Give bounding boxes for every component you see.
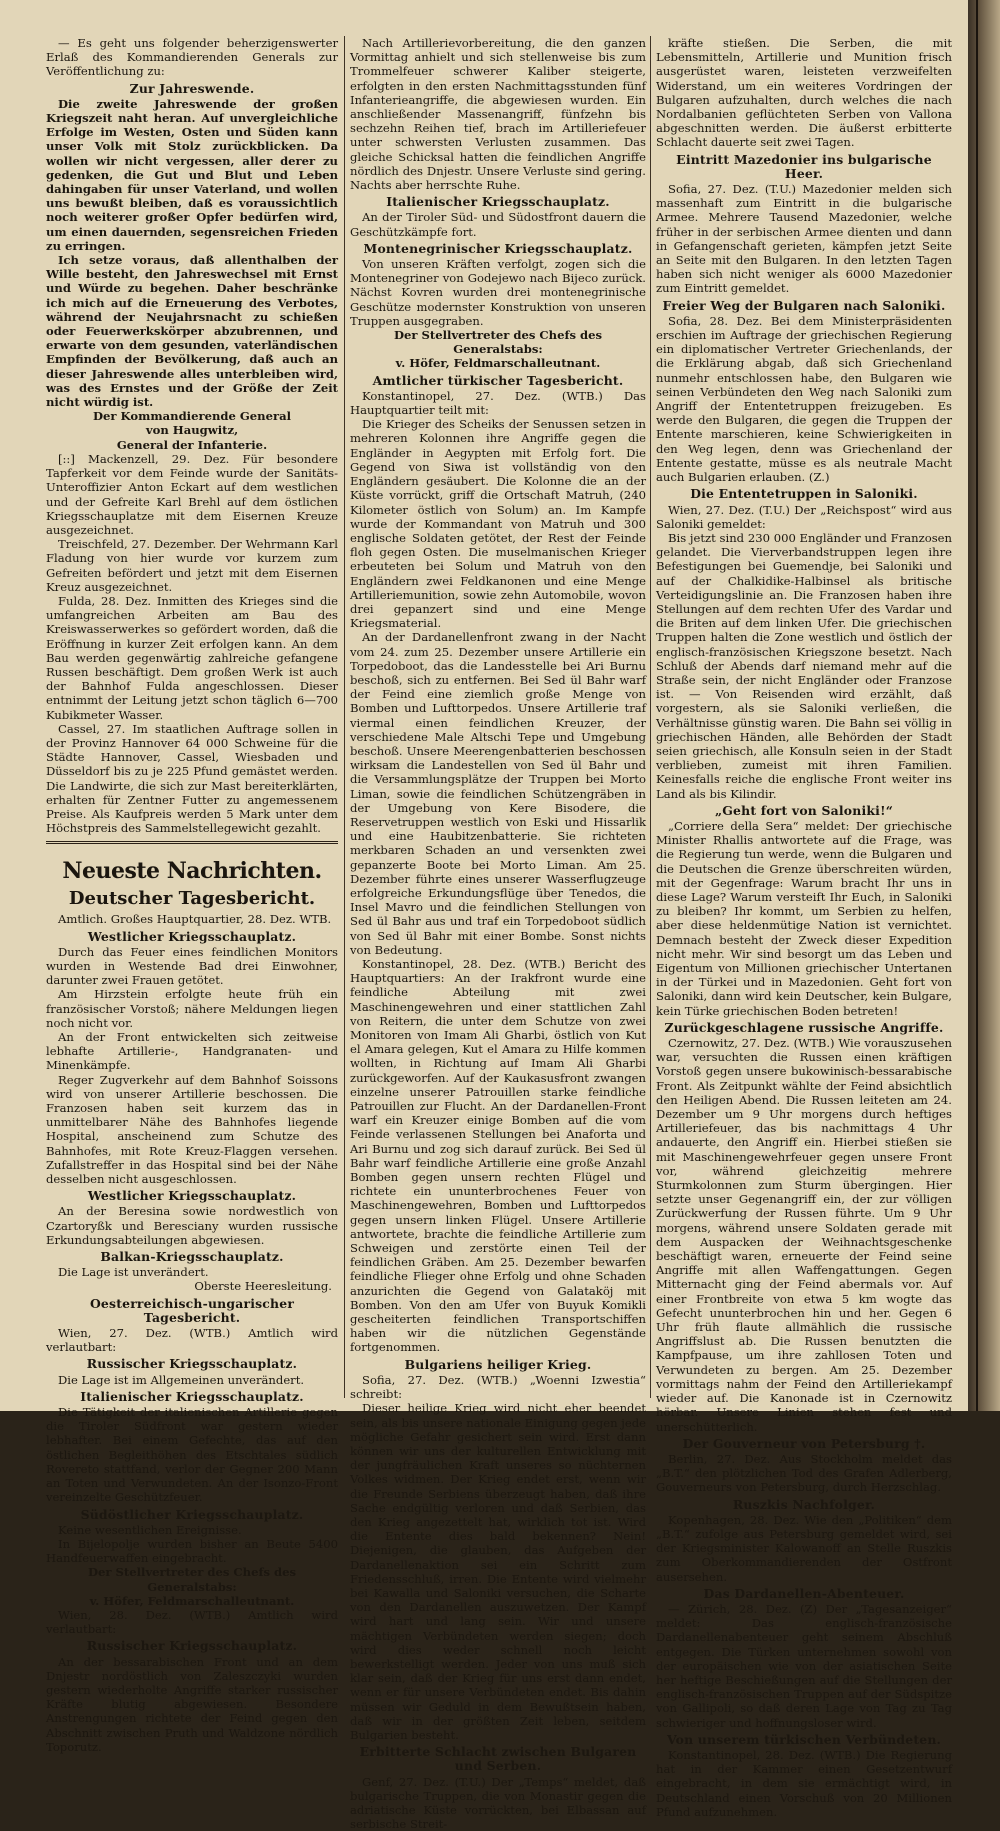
article-heading: Von unserem türkischen Verbündeten. <box>666 1731 942 1747</box>
report-paragraph: An der Tiroler Süd- und Südostfront dauern die Geschützkämpfe fort. <box>350 210 646 239</box>
local-news: Treischfeld, 27. Dezember. Der Wehrmann Karl Fladung von hier wurde vor kurzem zum Gefreiten befördert und jetzt mit dem Eisernen Kreuz ausgezeichnet. <box>46 537 338 594</box>
report-paragraph: Bis jetzt sind 230 000 Engländer und Franzosen gelandet. Die Vierverbandstruppen legen ihre Befestigungen bei Guemendje, bei Saloniki und auf der Chalkidike-Halbinsel als britische Verteidigungslinie an. Die Franzosen haben ihre Stellungen auf dem rechten Ufer des Vardar und die Briten auf dem linken Ufer. Die griechischen Truppen halten die Zone westlich und östlich der englisch-französischen Kriegszone besetzt. Nach Schluß der Abends darf niemand mehr auf die Straße sein, der nicht Engländer oder Franzose ist. — Von Reisenden wird erzählt, daß vorgestern, als sie Saloniki verließen, die Verhältnisse günstig waren. Die Bahn sei völlig in griechischen Händen, alle Behörden der Stadt seien griechisch, alle Konsuln seien in der Stadt verblieben, zumeist mit ihren Familien. Keinesfalls reiche die englische Front weiter ins Land als bis Kilindir. <box>656 530 952 801</box>
article-heading: Ruszkis Nachfolger. <box>732 1496 876 1512</box>
report-title: Deutscher Tagesbericht. <box>68 888 316 910</box>
article-heading: Der Gouverneur von Petersburg †. <box>682 1435 926 1451</box>
column-2 <box>350 36 646 1831</box>
article-heading: Erbitterte Schlacht zwischen Bulgaren und Serben. <box>359 1744 637 1774</box>
column-rule <box>344 36 345 1398</box>
section-heading: Balkan-Kriegsschauplatz. <box>100 1249 284 1265</box>
report-paragraph: Von unseren Kräften verfolgt, zogen sich die Montenegriner von Godejewo nach Bijeco zurück. Nächst Kovren wurden drei montenegrinische Geschütze modernster Konstruktion von unseren Truppen ausgegraben. <box>350 257 646 328</box>
report-dateline: Amtlich. Großes Hauptquartier, 28. Dez. WTB. <box>58 912 332 927</box>
signature-line: von Haugwitz, <box>145 423 239 438</box>
report-paragraph: Durch das Feuer eines feindlichen Monitors wurden in Westende Bad drei Einwohner, darunter zwei Frauen getötet. <box>46 944 338 988</box>
article-heading: „Geht fort von Saloniki!“ <box>714 802 894 818</box>
report-paragraph: Die Lage ist unverändert. <box>58 1265 209 1280</box>
report-paragraph: An der Dardanellenfront zwang in der Nacht vom 24. zum 25. Dezember unsere Artillerie ein Torpedoboot, das die Landesstelle bei Ari Burnu beschoß, sich zu entfernen. Bei Sed ül Bahr warf der Feind eine ziemlich große Menge von Bomben und Lufttorpedos. Unsere Artillerie traf viermal einen feindlichen Kreuzer, der verschiedene Male Altschi Tepe und Umgebung beschoß. Unsere Meerengenbatterien beschossen wirksam die Landestellen von Sed ül Bahr und die Versammlungsplätze der Truppen bei Morto Liman, sowie die feindlichen Schützengräben in der Umgebung von Kere Bisodere, die Reservetruppen westlich von Eski und Hissarlik und eine Haubitzenbatterie. Sie richteten merkbaren Schaden an und versenkten zwei gepanzerte Boote bei Morto Liman. Am 25. Dezember führte eines unserer Wasserflugzeuge erfolgreiche Erkundungsflüge über Tenedos, die Insel Mavro und die feindlichen Stellungen von Sed ül Bahr aus und traf ein Torpedoboot südlich von Sed ül Bahr mit einer Bombe. Sonst nichts von Bedeutung. <box>350 630 646 957</box>
report-paragraph: Am Hirzstein erfolgte heute früh ein französischer Vorstoß; nähere Meldungen liegen noch nicht vor. <box>46 987 338 1030</box>
signature-line: General der Infanterie. <box>116 437 268 452</box>
column-3 <box>656 36 952 1819</box>
report-title: Oesterreichisch-ungarischer Tagesbericht. <box>89 1295 295 1325</box>
section-heading: Italienischer Kriegsschauplatz. <box>80 1388 304 1404</box>
report-paragraph: An der Front entwickelten sich zeitweise lebhafte Artillerie-, Handgranaten- und Minenkämpfe. <box>46 1030 338 1073</box>
section-heading: Westlicher Kriegsschauplatz. <box>87 928 297 944</box>
local-news: Fulda, 28. Dez. Inmitten des Krieges sind die umfangreichen Arbeiten am Bau des Kreiswasserwerkes so gefördert worden, daß die Eröffnung in kurzer Zeit erfolgen kann. An dem Bau werden gegenwärtig zahlreiche gefangene Russen beschäftigt. Dem großen Werk ist auch der Bahnhof Fulda angeschlossen. Dieser entnimmt der Leitung jetzt schon täglich 6—700 Kubikmeter Wasser. <box>46 593 338 722</box>
report-dateline: Wien, 27. Dez. (WTB.) Amtlich wird verlautbart: <box>46 1326 338 1355</box>
report-paragraph: Die Krieger des Scheiks der Senussen setzen in mehreren Kolonnen ihre Angriffe gegen die Engländer in Aegypten mit Erfolg fort. Die Gegend von Siwa ist vollständig von den Engländern gesäubert. Die Kolonne die an der Küste vorrückt, griff die Ortschaft Matruh, (240 Kilometer östlich von Solum) an. Im Kampfe wurde der Kommandant von Matruh und 300 englische Soldaten getötet, der Rest der Feinde floh gegen Osten. Die muselmanischen Krieger erbeuteten bei Solum und Matruh von den Engländern zwei Feldkanonen und eine Menge Artilleriemunition, sowie zehn Automobile, wovon drei gepanzert sind und eine Menge Kriegsmaterial. <box>350 417 646 631</box>
report-paragraph: Dieser heilige Krieg wird nicht eher beendet sein, als bis unsere nationale Einigung gegen jede mögliche Gefahr gesichert sein wird. Erst dann können wir uns der kulturellen Entwicklung mit der jungfräulichen Kraft unseres so nüchternen Volkes widmen. Der Krieg endet erst, wenn wir die Freunde Serbiens überzeugt haben, daß ihre Sache endgültig verloren und daß Serbien, das den Krieg angezettelt hat, wirklich tot ist. Wird die Entente dies bald bekennen? Nein! Diejenigen, die glauben, das Aufgeben der Dardanellenaktion sei ein Schritt zum Friedensschluß, irren. Die Entente wird vielmehr bei Kawalla und Saloniki versuchen, die Scharte von den Dardanellen auszuwetzen. Der Kampf wird hart und lang sein. Wir und unsere mächtigen Verbündeten werden siegen; doch wird dies weder schnell noch leicht bewerkstelligt werden. Jeder von uns muß sich klar sein, daß der Krieg für uns erst dann endet, wenn er für unsere Verbündeten endet. Bis dahin müssen wir Geduld in dem Bewußtsein haben, daß wir in der größten Zeit leben, seitdem Bulgarien besteht. <box>350 1401 646 1742</box>
report-title: Amtlicher türkischer Tagesbericht. <box>372 372 624 388</box>
article-heading: Eintritt Mazedonier ins bulgarische Heer. <box>676 151 932 181</box>
report-paragraph: In Bijelopolje wurden bisher an Beute 5400 Handfeuerwaffen eingebracht. <box>46 1536 338 1566</box>
report-paragraph: Czernowitz, 27. Dez. (WTB.) Wie vorauszusehen war, versuchten die Russen einen kräftigen Vorstoß gegen unsere bukowinisch-bessarabische Front. Als Zeitpunkt wählte der Feind absichtlich den Heiligen Abend. Die Russen leiteten am 24. Dezember um 9 Uhr morgens durch heftiges Artilleriefeuer, das bis nachmittags 4 Uhr andauerte, den Angriff ein. Hierbei stießen sie mit Maschinengewehrfeuer gegen unsere Front vor, während gleichzeitig mehrere Sturmkolonnen zum Sturm übergingen. Hier setzte unser Gegenangriff ein, der zur völligen Zurückwerfung der Russen führte. Um 9 Uhr morgens, während unsere Soldaten gerade mit dem Auspacken der Weihnachtsgeschenke beschäftigt waren, erneuerte der Feind seine Angriffe mit allen Waffengattungen. Gegen Mitternacht ging der Feind abermals vor. Auf einer Frontbreite von etwa 5 km wogte das Gefecht ununterbrochen hin und her. Gegen 6 Uhr früh flaute allmählich die russische Angriffslust ab. Die Russen benutzten die Kampfpause, um ihre zahllosen Toten und Verwundeten zu bergen. Am 25. Dezember vormittags nahm der Feind den Artilleriekampf wieder auf. Die Kanonade ist in Czernowitz hörbar. Unsere Linien stehen fest und unerschütterlich. <box>656 1036 952 1434</box>
report-paragraph: Genf, 27. Dez. (T.U.) Der „Temps“ meldet, daß bulgarische Truppen, die von Monastir gegen die adriatische Küste vorrückten, bei Elbassan auf serbische Streit- <box>350 1774 646 1831</box>
section-heading: Italienischer Kriegsschauplatz. <box>386 194 610 210</box>
report-paragraph: Sofia, 27. Dez. (T.U.) Mazedonier melden sich massenhaft zum Eintritt in die bulgarische Armee. Mehrere Tausend Mazedonier, welche früher in der serbischen Armee dienten und dann in Gefangenschaft gerieten, kämpfen jetzt Seite an Seite mit den Bulgaren. In den letzten Tagen haben sich nicht weniger als 6000 Mazedonier zum Eintritt gemeldet. <box>656 182 952 296</box>
report-paragraph: kräfte stießen. Die Serben, die mit Lebensmitteln, Artillerie und Munition frisch ausgerüstet waren, leisteten verzweifelten Widerstand, um ein weiteres Vordringen der Bulgaren aufzuhalten, durch welches die nach Nordalbanien geflüchteten Serben von Vallona abgeschnitten werden. Die äußerst erbitterte Schlacht dauerte seit zwei Tagen. <box>656 36 952 150</box>
article-heading: Freier Weg der Bulgaren nach Saloniki. <box>662 297 946 313</box>
report-paragraph: Keine wesentlichen Ereignisse. <box>58 1522 242 1537</box>
report-paragraph: Nach Artillerievorbereitung, die den ganzen Vormittag anhielt und sich stellenweise bis zum Trommelfeuer schwerer Kaliber steigerte, erfolgten in den ersten Nachmittagsstunden fünf Infanterieangriffe, die abgewiesen wurden. Ein anschließender Massenangriff, fünfzehn bis sechzehn Reihen tief, brach im Artilleriefeuer unter schwersten Verlusten zusammen. Das gleiche Schicksal hatten die feindlichen Angriffe nördlich des Dnjestr. Unsere Verluste sind gering. Nachts aber herrschte Ruhe. <box>350 36 646 193</box>
report-paragraph: An der bessarabischen Front und an dem Dnjestr nordöstlich von Zaleszczyki wurden gestern wiederholte Angriffe starker russischer Kräfte blutig abgewiesen. Besondere Anstrengungen richtete der Feind gegen den Abschnitt zwischen Pruth und Waldzone nördlich Toporutz. <box>46 1654 338 1754</box>
report-paragraph: Berlin, 27. Dez. Aus Stockholm meldet das „B.T.“ den plötzlichen Tod des Grafen Adlerberg, Gouverneurs von Petersburg, durch Herzschlag. <box>656 1451 952 1495</box>
signature-line: Oberste Heeresleitung. <box>194 1279 332 1294</box>
decree-paragraph: Die zweite Jahreswende der großen Kriegszeit naht heran. Auf unvergleichliche Erfolge im Westen, Osten und Süden kann unser Volk mit Stolz zurückblicken. Da wollen wir nicht vergessen, aller derer zu gedenken, die Gut und Blut und Leben dahingaben für unser Vaterland, und wollen uns bewußt bleiben, daß es voraussichtlich noch weiterer großer Opfer bedürfen wird, um einen dauernden, segensreichen Frieden zu erringen. <box>46 96 338 253</box>
section-heading: Südöstlicher Kriegsschauplatz. <box>80 1506 304 1522</box>
report-paragraph: An der Beresina sowie nordwestlich von Czartoryßk und Beresciany wurden russische Erkundungsabteilungen abgewiesen. <box>46 1204 338 1247</box>
section-masthead: Neueste Nachrichten. <box>62 858 322 885</box>
article-heading: Zurückgeschlagene russische Angriffe. <box>664 1019 944 1035</box>
section-heading: Russischer Kriegsschauplatz. <box>86 1356 298 1372</box>
column-rule <box>650 36 651 1398</box>
article-heading: Das Dardanellen-Abenteuer. <box>703 1585 905 1601</box>
section-divider <box>46 841 338 844</box>
report-paragraph: Konstantinopel, 28. Dez. (WTB.) Die Regierung hat in der Kammer einen Gesetzentwurf eingebracht, in dem sie ermächtigt wird, in Deutschland einen Vorschuß von 20 Millionen Pfund aufzunehmen. <box>656 1747 952 1819</box>
signature-line: v. Höfer, Feldmarschalleutnant. <box>395 356 601 371</box>
report-paragraph: Die Lage ist im Allgemeinen unverändert. <box>58 1372 305 1387</box>
decree-paragraph: Ich setze voraus, daß allenthalben der Wille besteht, den Jahreswechsel mit Ernst und Würde zu begehen. Daher beschränke ich mich auf die Erneuerung des Verbotes, während der Neujahrsnacht zu schießen oder Feuerwerkskörper abzubrennen, und erwarte von dem gesunden, vaterländischen Empfinden der Bevölkerung, daß auch an dieser Jahreswende alles unterbleiben wird, was des Ernstes und der Größe der Zeit nicht würdig ist. <box>46 253 338 410</box>
article-heading: Zur Jahreswende. <box>129 80 255 96</box>
report-paragraph: Die Tätigkeit der italienischen Artillerie gegen die Tiroler Südfront war gestern wieder lebhafter. Bei einem Gefechte, das auf den östlichen Begleithöhen des Etschtales südlich Rovereto stattfand, verlor der Gegner 200 Mann an Toten und Verwundeten. An der Isonzo-Front vereinzelte Geschützfeuer. <box>46 1405 338 1505</box>
local-news: Cassel, 27. Im staatlichen Auftrage sollen in der Provinz Hannover 64 000 Schweine für die Städte Hannover, Cassel, Wiesbaden und Düsseldorf bis zu je 225 Pfund gemästet werden. Die Landwirte, die sich zur Mast bereiterklärten, erhalten für Zentner Futter zu angemessenem Preise. Als Kaufpreis werden 5 Mark unter dem Höchstpreis des Sammelstellegewicht gezahlt. <box>46 721 338 836</box>
report-dateline: Wien, 28. Dez. (WTB.) Amtlich wird verlautbart: <box>46 1607 338 1637</box>
report-paragraph: Sofia, 28. Dez. Bei dem Ministerpräsidenten erschien im Auftrage der griechischen Regierung ein diplomatischer Vertreter Griechenlands, der die Erklärung abgab, daß sich Griechenland nunmehr entschlossen habe, den Bulgaren wie seinen Verbündeten den Weg nach Saloniki zum Angriff der Ententetruppen freizugeben. Es werde den Bulgaren, die gegen die Truppen der Entente marschieren, keine Schwierigkeiten in den Weg legen, denn was Griechenland der Entente gestatte, müsse es als neutrale Macht auch Bulgarien erlauben. (Z.) <box>656 313 952 485</box>
report-paragraph: Kopenhagen, 28. Dez. Wie den „Politiken“ dem „B.T.“ zufolge aus Petersburg gemeldet wird, sei der Kriegsminister Kalowanoff an Stelle Ruszkis zum Oberkommandierenden der Ostfront ausersehen. <box>656 1512 952 1584</box>
adjacent-page-edge <box>968 0 1000 1411</box>
binding-fold <box>976 0 978 1411</box>
signature-line: Der Kommandierende General <box>92 409 292 424</box>
signature-line: Der Stellvertreter des Chefs des Generalstabs: <box>393 328 603 357</box>
report-paragraph: „Corriere della Sera“ meldet: Der griechische Minister Rhallis antwortete auf die Frage, was die Regierung tun werde, wenn die Bulgaren und die Deutschen die Grenze überschreiten würden, mit der Gegenfrage: Warum bracht Ihr uns in diese Lage? Warum versteift Ihr Euch, in Saloniki zu bleiben? Ihr kommt, um Serbien zu helfen, aber diese heldenmütige Nation ist vernichtet. Demnach besteht der Zweck dieser Expedition nicht mehr. Wir sind besorgt um das Leben und Eigentum von Millionen griechischer Untertanen in der Türkei und in Mazedonien. Geht fort von Saloniki, dann wird kein Deutscher, kein Bulgare, kein Türke griechischen Boden betreten! <box>656 818 952 1018</box>
report-dateline: Wien, 27. Dez. (T.U.) Der „Reichspost“ wird aus Saloniki gemeldet: <box>656 502 952 531</box>
article-heading: Bulgariens heiliger Krieg. <box>404 1356 592 1372</box>
report-dateline: Konstantinopel, 27. Dez. (WTB.) Das Hauptquartier teilt mit: <box>350 388 646 418</box>
signature-line: v. Höfer, Feldmarschalleutnant. <box>89 1593 295 1608</box>
report-paragraph: — Zürich, 28. Dez. (Z) Der „Tagesanzeiger“ meldet: Das englisch-französische Dardanellenabenteuer geht seinem Abschluß entgegen. Die Türken unternehmen sowohl von der europäischen wie von der asiatischen Seite her heftige Beschießungen auf die Stellungen der englisch-französischen Truppen auf der Südspitze von Gallipoli, so daß deren Lage von Tag zu Tag schwieriger und hoffnungsloser wird. <box>656 1601 952 1730</box>
column-1 <box>46 36 338 1754</box>
signature-line: Der Stellvertreter des Chefs des Generalstabs: <box>87 1565 297 1594</box>
report-dateline: Sofia, 27. Dez. (WTB.) „Woenni Izwestia“ schreibt: <box>350 1372 646 1402</box>
section-heading: Montenegrinischer Kriegsschauplatz. <box>363 240 633 256</box>
local-news: [::] Mackenzell, 29. Dez. Für besondere Tapferkeit vor dem Feinde wurde der Sanitäts-Unteroffizier Anton Eckart auf dem westlichen und der Gefreite Karl Brehl auf dem östlichen Kriegsschauplatze mit dem Eisernen Kreuze ausgezeichnet. <box>46 451 338 537</box>
article-heading: Die Ententetruppen in Saloniki. <box>690 486 918 502</box>
report-paragraph: Reger Zugverkehr auf dem Bahnhof Soissons wird von unserer Artillerie beschossen. Die Franzosen haben seit kurzem das in unmittelbarer Nähe des Bahnhofes liegende Hospital, anscheinend zum Schutze des Bahnhofes, mit Rote Kreuz-Flaggen versehen. Zufallstreffer in das Hospital sind bei der Nähe desselben nicht ausgeschlossen. <box>46 1072 338 1187</box>
section-heading: Westlicher Kriegsschauplatz. <box>87 1188 297 1204</box>
report-paragraph: Konstantinopel, 28. Dez. (WTB.) Bericht des Hauptquartiers: An der Irakfront wurde eine feindliche Abteilung mit zwei Maschinengewehren und einer stattlichen Zahl von Reitern, die unter dem Schutze von zwei Monitoren von Imam Ali Gharbi, östlich von Kut el Amara gelegen, Kut el Amara zu Hilfe kommen wollten, in Richtung auf Imam Ali Gharbi zurückgeworfen. Auf der Kaukasusfront zwangen einzelne unserer Patrouillen starke feindliche Patrouillen zur Flucht. An der Dardanellen-Front warf ein Kreuzer einige Bomben auf die vom Feinde verlassenen Stellungen bei Anaforta und Ari Burnu und zog sich darauf zurück. Bei Sed ül Bahr warf feindliche Artillerie eine große Anzahl Bomben gegen unsern rechten Flügel und richtete ein ununterbrochenes Feuer von Maschinengewehren, Bomben und Lufttorpedos gegen unsern linken Flügel. Unsere Artillerie antwortete, brachte die feindliche Artillerie zum Schweigen und zerstörte einen Teil der feindlichen Gräben. Am 25. Dezember bewarfen feindliche Flieger ohne Erfolg und ohne Schaden anzurichten die Gegend von Galataköj mit Bomben. Von den am Ufer von Buyuk Komikli gescheiterten feindlichen Transportschiffen haben wir die nützlichen Gegenstände fortgenommen. <box>350 957 646 1355</box>
section-heading: Russischer Kriegsschauplatz. <box>86 1638 298 1654</box>
intro-text: — Es geht uns folgender beherzigenswerter Erlaß des Kommandierenden Generals zur Veröffentlichung zu: <box>46 36 338 79</box>
